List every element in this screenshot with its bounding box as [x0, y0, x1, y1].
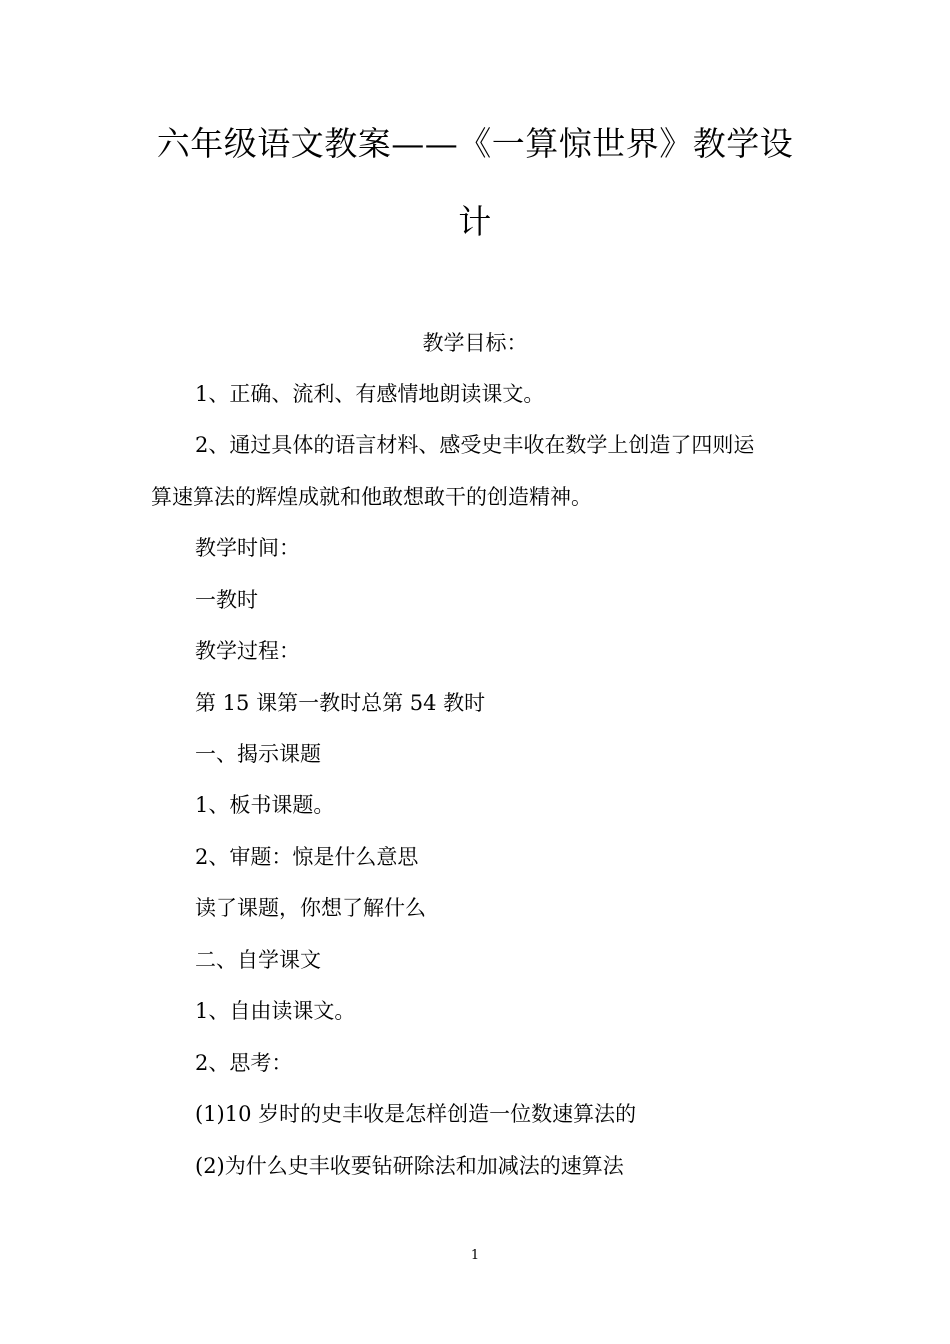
paragraph-line: 算速算法的辉煌成就和他敢想敢干的创造精神。 [151, 485, 592, 509]
paragraph-line: 1、板书课题。 [195, 793, 335, 817]
paragraph-line: 教学过程： [195, 639, 300, 663]
page-number: 1 [470, 1248, 480, 1263]
paragraph-line: (2)为什么史丰收要钻研除法和加减法的速算法 [195, 1154, 624, 1178]
paragraph-line: 读了课题，你想了解什么 [195, 896, 426, 920]
paragraph-line: 2、审题：惊是什么意思 [195, 845, 419, 869]
paragraph-line: 2、通过具体的语言材料、感受史丰收在数学上创造了四则运 [195, 433, 755, 457]
paragraph-line: 1、正确、流利、有感情地朗读课文。 [195, 382, 545, 406]
document-title-line-1: 六年级语文教案——《一算惊世界》教学设 [156, 124, 794, 163]
paragraph-line: 2、思考： [195, 1051, 293, 1075]
paragraph-line: 第 15 课第一教时总第 54 教时 [195, 691, 486, 715]
paragraph-line: 1、自由读课文。 [195, 999, 356, 1023]
objectives-heading: 教学目标： [422, 331, 528, 355]
paragraph-line: (1)10 岁时的史丰收是怎样创造一位数速算法的 [195, 1102, 637, 1126]
paragraph-line: 一教时 [195, 588, 258, 612]
paragraph-line: 一、揭示课题 [195, 742, 321, 766]
paragraph-line: 二、自学课文 [195, 948, 321, 972]
document-title-line-2: 计 [458, 202, 492, 241]
paragraph-line: 教学时间： [195, 536, 300, 560]
